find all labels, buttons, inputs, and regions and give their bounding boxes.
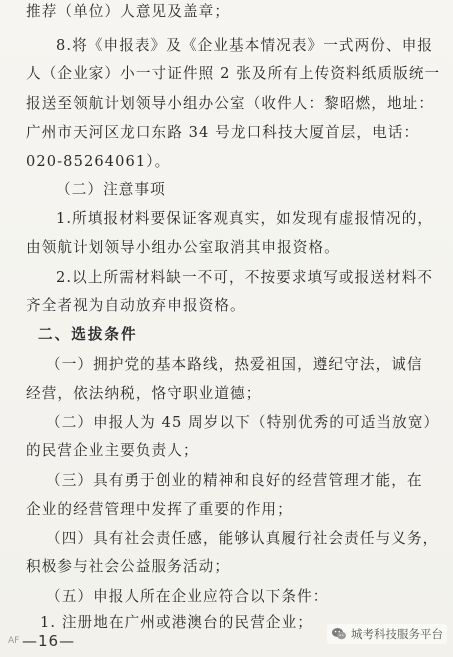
watermark-text: 城考科技服务平台 [351, 627, 443, 641]
text-line: 人（企业家）小一寸证件照 2 张及所有上传资料纸质版统一 [26, 65, 441, 82]
text-line: 企业的经营管理中发挥了重要的作用； [26, 501, 293, 518]
section-heading: 二、选拔条件 [38, 326, 138, 343]
text-line: 积极参与社会公益服务活动； [26, 558, 231, 575]
text-line: 齐全者视为自动放弃申报资格。 [26, 297, 246, 314]
text-line: 推荐（单位）人意见及盖章； [26, 3, 231, 20]
text-line: 由领航计划领导小组办公室取消其申报资格。 [26, 239, 340, 256]
text-line: 广州市天河区龙口东路 34 号龙口科技大厦首层，电话： [26, 124, 420, 141]
watermark-badge [327, 624, 447, 644]
text-line: 8.将《申报表》及《企业基本情况表》一式两份、申报 [56, 37, 434, 54]
text-line: 020-85264061）。 [26, 153, 171, 170]
text-line: 报送至领航计划领导小组办公室（收件人：黎昭燃，地址： [26, 95, 435, 112]
text-line: （五）申报人所在企业应符合以下条件： [46, 588, 329, 605]
text-line: 经营，依法纳税，恪守职业道德； [26, 385, 262, 402]
text-line: 1. 注册地在广州或港澳台的民营企业； [40, 614, 313, 631]
text-line: 2.以上所需材料缺一不可，不按要求填写或报送材料不 [56, 269, 434, 286]
text-line: （一）拥护党的基本路线，热爱祖国，遵纪守法，诚信 [46, 356, 423, 373]
corner-mark: AF [8, 636, 20, 646]
wechat-icon [331, 626, 347, 642]
text-line: （二）注意事项 [56, 181, 166, 198]
text-line: （二）申报人为 45 周岁以下（特别优秀的可适当放宽） [46, 414, 440, 431]
page-number: —16— [22, 632, 76, 650]
text-line: （四）具有社会责任感，能够认真履行社会责任与义务， [46, 530, 439, 547]
text-line: （三）具有勇于创业的精神和良好的经营管理才能，在 [46, 472, 423, 489]
text-line: 的民营企业主要负责人； [26, 442, 199, 459]
text-line: 1.所填报材料要保证客观真实，如发现有虚报情况的， [56, 210, 434, 227]
